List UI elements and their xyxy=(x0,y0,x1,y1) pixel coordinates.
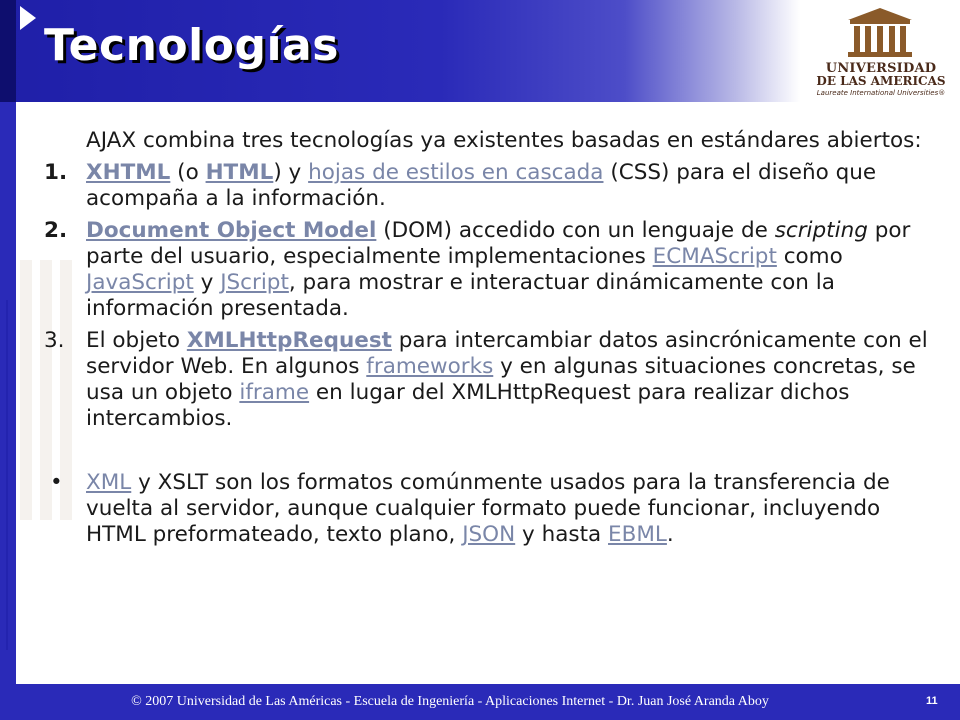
list-number: 1. xyxy=(44,160,68,185)
arrow-right-icon xyxy=(20,6,36,30)
building-icon xyxy=(840,6,920,60)
text-italic: scripting xyxy=(774,218,868,243)
logo-line3: Laureate International Universities® xyxy=(816,89,946,97)
link-html[interactable]: HTML xyxy=(205,160,274,185)
header-band xyxy=(0,0,800,102)
text: (CSS) para el diseño que acompaña a la información. xyxy=(86,160,877,211)
footer-bar xyxy=(0,684,960,720)
list-number: 2. xyxy=(44,218,68,243)
spacer xyxy=(44,438,934,470)
text: y xyxy=(193,270,221,295)
text: y hasta xyxy=(515,522,609,547)
left-blue-rule xyxy=(0,102,16,684)
text: en lugar del XMLHttpRequest para realizar dichos intercambios. xyxy=(86,380,850,431)
left-thin-rule xyxy=(6,300,8,650)
footer-text: © 2007 Universidad de Las Américas - Escuela de Ingeniería - Aplicaciones Internet - Dr. Juan José Aranda Aboy xyxy=(131,694,769,709)
list-number: 3. xyxy=(44,328,65,353)
link-json[interactable]: JSON xyxy=(462,522,516,547)
link-css[interactable]: hojas de estilos en cascada xyxy=(308,160,604,185)
list-item-3 xyxy=(44,328,934,432)
page-number: 11 xyxy=(926,695,938,707)
link-jscript[interactable]: JScript xyxy=(220,270,289,295)
text: ) y xyxy=(273,160,309,185)
university-logo xyxy=(800,0,960,102)
text: (o xyxy=(170,160,206,185)
logo-line1: UNIVERSIDAD xyxy=(825,61,937,76)
link-xmlhttprequest[interactable]: XMLHttpRequest xyxy=(186,328,392,353)
text: (DOM) accedido con un lenguaje de xyxy=(376,218,775,243)
link-xhtml[interactable]: XHTML xyxy=(86,160,171,185)
link-xml[interactable]: XML xyxy=(86,470,132,495)
text: como xyxy=(776,244,843,269)
bullet-item xyxy=(44,470,934,548)
list-item-2 xyxy=(44,218,934,322)
text: y en algunas situaciones concretas, se usa un objeto xyxy=(86,354,916,405)
intro-text: AJAX combina tres tecnologías ya existentes basadas en estándares abiertos: xyxy=(86,128,922,153)
list-item-1 xyxy=(44,160,934,212)
text: . xyxy=(666,522,674,547)
link-javascript[interactable]: JavaScript xyxy=(86,270,194,295)
link-ebml[interactable]: EBML xyxy=(608,522,667,547)
text: El objeto xyxy=(86,328,187,353)
link-dom[interactable]: Document Object Model xyxy=(86,218,377,243)
link-frameworks[interactable]: frameworks xyxy=(366,354,494,379)
link-ecmascript[interactable]: ECMAScript xyxy=(652,244,777,269)
logo-line2: DE LAS AMERICAS xyxy=(816,74,946,88)
slide-body xyxy=(44,128,934,554)
text: por parte del usuario, especialmente implementaciones xyxy=(86,218,911,269)
text: , para mostrar e interactuar dinámicamente con la información presentada. xyxy=(86,270,835,321)
text: y XSLT son los formatos comúnmente usados para la transferencia de vuelta al servidor, aunque cualquier formato puede funcionar, incluyendo HTML preformateado, texto plano, xyxy=(86,470,890,547)
bullet-icon: • xyxy=(50,470,63,495)
link-iframe[interactable]: iframe xyxy=(239,380,310,405)
text: para intercambiar datos asincrónicamente con el servidor Web. En algunos xyxy=(86,328,928,379)
slide-title: Tecnologías xyxy=(44,20,339,71)
header-left-bar xyxy=(0,0,16,102)
